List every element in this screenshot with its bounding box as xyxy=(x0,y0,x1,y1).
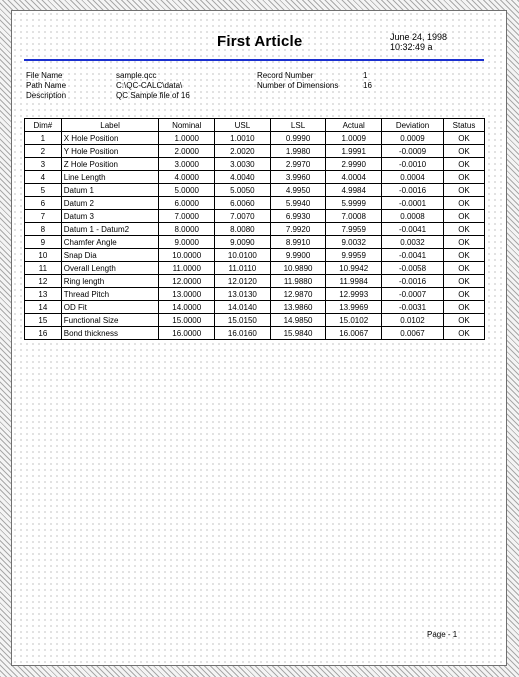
table-row xyxy=(25,132,485,145)
cell-actual: 2.9990 xyxy=(326,158,382,171)
col-header-actual: Actual xyxy=(326,119,382,132)
cell-status: OK xyxy=(443,275,484,288)
cell-usl: 5.0050 xyxy=(215,184,271,197)
cell-label: Chamfer Angle xyxy=(61,236,159,249)
cell-lsl: 0.9990 xyxy=(270,132,326,145)
cell-actual: 11.9984 xyxy=(326,275,382,288)
path-name-value: C:\QC-CALC\data\ xyxy=(116,81,183,90)
cell-status: OK xyxy=(443,236,484,249)
meta-values-right xyxy=(363,71,372,91)
cell-deviation: 0.0102 xyxy=(382,314,444,327)
cell-label: Datum 2 xyxy=(61,197,159,210)
cell-actual: 7.0008 xyxy=(326,210,382,223)
cell-status: OK xyxy=(443,327,484,340)
meta-values-left xyxy=(116,71,190,101)
cell-label: Datum 1 xyxy=(61,184,159,197)
cell-status: OK xyxy=(443,223,484,236)
cell-nominal: 10.0000 xyxy=(159,249,215,262)
cell-status: OK xyxy=(443,158,484,171)
report-page xyxy=(11,10,507,666)
table-row xyxy=(25,314,485,327)
cell-label: Y Hole Position xyxy=(61,145,159,158)
cell-usl: 2.0020 xyxy=(215,145,271,158)
cell-nominal: 3.0000 xyxy=(159,158,215,171)
meta-labels-right xyxy=(257,71,338,91)
cell-nominal: 5.0000 xyxy=(159,184,215,197)
cell-label: Bond thickness xyxy=(61,327,159,340)
cell-nominal: 13.0000 xyxy=(159,288,215,301)
cell-nominal: 8.0000 xyxy=(159,223,215,236)
cell-actual: 16.0067 xyxy=(326,327,382,340)
table-row xyxy=(25,288,485,301)
cell-deviation: 0.0032 xyxy=(382,236,444,249)
cell-actual: 1.9991 xyxy=(326,145,382,158)
report-time: 10:32:49 a xyxy=(390,42,433,52)
cell-deviation: -0.0016 xyxy=(382,275,444,288)
cell-usl: 12.0120 xyxy=(215,275,271,288)
table-row xyxy=(25,184,485,197)
col-header-deviation: Deviation xyxy=(382,119,444,132)
table-row xyxy=(25,145,485,158)
table-row xyxy=(25,249,485,262)
cell-dim: 15 xyxy=(25,314,62,327)
cell-label: X Hole Position xyxy=(61,132,159,145)
cell-dim: 6 xyxy=(25,197,62,210)
cell-lsl: 11.9880 xyxy=(270,275,326,288)
cell-usl: 1.0010 xyxy=(215,132,271,145)
cell-actual: 5.9999 xyxy=(326,197,382,210)
cell-label: Line Length xyxy=(61,171,159,184)
cell-nominal: 6.0000 xyxy=(159,197,215,210)
cell-nominal: 15.0000 xyxy=(159,314,215,327)
cell-dim: 2 xyxy=(25,145,62,158)
col-header-status: Status xyxy=(443,119,484,132)
cell-nominal: 12.0000 xyxy=(159,275,215,288)
cell-label: Datum 1 - Datum2 xyxy=(61,223,159,236)
cell-dim: 16 xyxy=(25,327,62,340)
cell-usl: 15.0150 xyxy=(215,314,271,327)
cell-dim: 1 xyxy=(25,132,62,145)
cell-usl: 8.0080 xyxy=(215,223,271,236)
cell-lsl: 12.9870 xyxy=(270,288,326,301)
cell-usl: 10.0100 xyxy=(215,249,271,262)
cell-dim: 11 xyxy=(25,262,62,275)
cell-status: OK xyxy=(443,145,484,158)
cell-usl: 7.0070 xyxy=(215,210,271,223)
cell-dim: 3 xyxy=(25,158,62,171)
num-dimensions-value: 16 xyxy=(363,81,372,90)
report-datetime xyxy=(390,32,447,52)
cell-usl: 13.0130 xyxy=(215,288,271,301)
cell-lsl: 14.9850 xyxy=(270,314,326,327)
col-header-lsl: LSL xyxy=(270,119,326,132)
page-number: Page - 1 xyxy=(427,630,458,639)
cell-dim: 9 xyxy=(25,236,62,249)
cell-nominal: 14.0000 xyxy=(159,301,215,314)
cell-actual: 13.9969 xyxy=(326,301,382,314)
description-value: QC Sample file of 16 xyxy=(116,91,190,100)
cell-actual: 4.0004 xyxy=(326,171,382,184)
cell-dim: 5 xyxy=(25,184,62,197)
col-header-usl: USL xyxy=(215,119,271,132)
cell-label: Ring length xyxy=(61,275,159,288)
cell-nominal: 7.0000 xyxy=(159,210,215,223)
num-dimensions-label: Number of Dimensions xyxy=(257,81,339,90)
cell-actual: 9.0032 xyxy=(326,236,382,249)
cell-actual: 1.0009 xyxy=(326,132,382,145)
cell-deviation: 0.0067 xyxy=(382,327,444,340)
cell-nominal: 2.0000 xyxy=(159,145,215,158)
record-number-value: 1 xyxy=(363,71,368,80)
cell-usl: 4.0040 xyxy=(215,171,271,184)
cell-actual: 15.0102 xyxy=(326,314,382,327)
cell-deviation: -0.0058 xyxy=(382,262,444,275)
cell-status: OK xyxy=(443,197,484,210)
table-header-row xyxy=(25,119,485,132)
description-label: Description xyxy=(26,91,67,100)
cell-lsl: 6.9930 xyxy=(270,210,326,223)
record-number-label: Record Number xyxy=(257,71,314,80)
cell-deviation: -0.0001 xyxy=(382,197,444,210)
table-row xyxy=(25,210,485,223)
cell-dim: 7 xyxy=(25,210,62,223)
report-date: June 24, 1998 xyxy=(390,32,448,42)
cell-nominal: 16.0000 xyxy=(159,327,215,340)
cell-label: Thread Pitch xyxy=(61,288,159,301)
cell-lsl: 10.9890 xyxy=(270,262,326,275)
cell-label: Functional Size xyxy=(61,314,159,327)
cell-usl: 6.0060 xyxy=(215,197,271,210)
cell-nominal: 9.0000 xyxy=(159,236,215,249)
cell-nominal: 4.0000 xyxy=(159,171,215,184)
cell-dim: 10 xyxy=(25,249,62,262)
table-row xyxy=(25,275,485,288)
cell-label: Datum 3 xyxy=(61,210,159,223)
table-row xyxy=(25,262,485,275)
cell-actual: 4.9984 xyxy=(326,184,382,197)
cell-usl: 3.0030 xyxy=(215,158,271,171)
cell-usl: 16.0160 xyxy=(215,327,271,340)
col-header-nominal: Nominal xyxy=(159,119,215,132)
cell-usl: 14.0140 xyxy=(215,301,271,314)
table-row xyxy=(25,197,485,210)
path-name-label: Path Name xyxy=(26,81,67,90)
cell-nominal: 1.0000 xyxy=(159,132,215,145)
cell-lsl: 8.9910 xyxy=(270,236,326,249)
cell-deviation: -0.0016 xyxy=(382,184,444,197)
cell-lsl: 15.9840 xyxy=(270,327,326,340)
cell-deviation: -0.0007 xyxy=(382,288,444,301)
cell-deviation: -0.0010 xyxy=(382,158,444,171)
cell-dim: 4 xyxy=(25,171,62,184)
cell-lsl: 1.9980 xyxy=(270,145,326,158)
cell-usl: 11.0110 xyxy=(215,262,271,275)
cell-status: OK xyxy=(443,132,484,145)
cell-deviation: -0.0009 xyxy=(382,145,444,158)
meta-labels-left xyxy=(26,71,66,101)
cell-status: OK xyxy=(443,184,484,197)
cell-dim: 8 xyxy=(25,223,62,236)
table-row xyxy=(25,327,485,340)
cell-actual: 12.9993 xyxy=(326,288,382,301)
cell-label: OD Fit xyxy=(61,301,159,314)
cell-status: OK xyxy=(443,262,484,275)
file-name-label: File Name xyxy=(26,71,63,80)
cell-deviation: 0.0004 xyxy=(382,171,444,184)
cell-status: OK xyxy=(443,301,484,314)
table-row xyxy=(25,223,485,236)
cell-deviation: -0.0031 xyxy=(382,301,444,314)
cell-lsl: 4.9950 xyxy=(270,184,326,197)
file-name-value: sample.qcc xyxy=(116,71,157,80)
header-rule xyxy=(24,59,484,61)
cell-actual: 10.9942 xyxy=(326,262,382,275)
cell-usl: 9.0090 xyxy=(215,236,271,249)
cell-status: OK xyxy=(443,210,484,223)
cell-status: OK xyxy=(443,288,484,301)
report-title: First Article xyxy=(217,33,303,50)
table-body xyxy=(25,132,485,340)
cell-lsl: 3.9960 xyxy=(270,171,326,184)
cell-deviation: 0.0009 xyxy=(382,132,444,145)
col-header-dim: Dim# xyxy=(25,119,62,132)
cell-dim: 14 xyxy=(25,301,62,314)
cell-lsl: 5.9940 xyxy=(270,197,326,210)
dimensions-table xyxy=(24,118,485,340)
cell-lsl: 9.9900 xyxy=(270,249,326,262)
cell-status: OK xyxy=(443,171,484,184)
cell-deviation: -0.0041 xyxy=(382,249,444,262)
table-row xyxy=(25,158,485,171)
cell-status: OK xyxy=(443,314,484,327)
table-row xyxy=(25,171,485,184)
cell-lsl: 2.9970 xyxy=(270,158,326,171)
cell-label: Overall Length xyxy=(61,262,159,275)
cell-nominal: 11.0000 xyxy=(159,262,215,275)
table-row xyxy=(25,301,485,314)
cell-lsl: 7.9920 xyxy=(270,223,326,236)
cell-label: Z Hole Position xyxy=(61,158,159,171)
cell-dim: 12 xyxy=(25,275,62,288)
cell-dim: 13 xyxy=(25,288,62,301)
cell-actual: 7.9959 xyxy=(326,223,382,236)
cell-deviation: -0.0041 xyxy=(382,223,444,236)
cell-lsl: 13.9860 xyxy=(270,301,326,314)
table-row xyxy=(25,236,485,249)
cell-actual: 9.9959 xyxy=(326,249,382,262)
col-header-label: Label xyxy=(61,119,159,132)
cell-label: Snap Dia xyxy=(61,249,159,262)
cell-deviation: 0.0008 xyxy=(382,210,444,223)
cell-status: OK xyxy=(443,249,484,262)
